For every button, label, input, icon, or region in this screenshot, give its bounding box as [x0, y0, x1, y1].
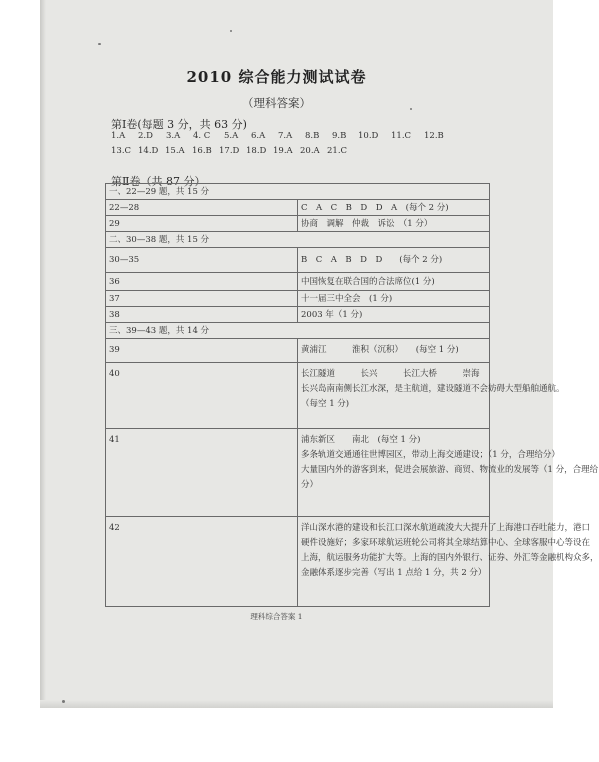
question-number: 37: [106, 291, 298, 307]
scan-speck: [62, 700, 65, 703]
table-row: [106, 323, 490, 339]
answer-item: 17.D: [219, 146, 240, 156]
scan-speck: [230, 30, 232, 32]
table-row: [106, 307, 490, 323]
answer-line: 洋山深水港的建设和长江口深水航道疏浚大大提升了上海港口吞吐能力，港口: [301, 523, 591, 533]
table-row: [106, 339, 490, 363]
table-row: [106, 273, 490, 291]
answer-item: 18.D: [246, 146, 267, 156]
answer-item: 6.A: [251, 131, 266, 141]
answer-line: 上海，航运服务功能扩大等。上海的国内外银行、证券、外汇等金融机构众多，: [301, 553, 599, 563]
table-row: [106, 517, 490, 607]
section-heading: 二、30—38 题，共 15 分: [106, 232, 490, 248]
answer-line: 大量国内外的游客到来，促进会展旅游、商贸、物流业的发展等（1 分，合理给: [301, 465, 599, 475]
answer-item: 2.D: [138, 131, 153, 141]
answer-item: 12.B: [424, 131, 444, 141]
answer-line: 长江隧道 长兴 长江大桥 崇海: [301, 369, 480, 379]
answer-cell: [298, 517, 599, 607]
scan-bottom-edge: [40, 700, 553, 708]
answer-item: 1.A: [111, 131, 126, 141]
question-number: 41: [106, 429, 298, 517]
answer-text: 中国恢复在联合国的合法席位(1 分): [298, 273, 490, 291]
answer-item: 4. C: [193, 131, 211, 141]
answer-line: 长兴岛南南侧长江水深，是主航道，建设隧道不会妨碍大型船舶通航。: [301, 384, 565, 394]
answer-line: 金融体系逐步完善（写出 1 点给 1 分，共 2 分）: [301, 568, 487, 578]
answer-line: 浦东新区 南北 (每空 1 分): [301, 435, 421, 445]
page-footer: 理科综合答案 1: [250, 612, 303, 621]
question-number: 36: [106, 273, 298, 291]
answer-item: 5.A: [224, 131, 239, 141]
answer-line: 硬件设施好；多家环球航运班轮公司将其全球结算中心、全球客服中心等设在: [301, 538, 591, 548]
answer-text: C A C B D D A (每个 2 分): [298, 200, 490, 216]
answer-item: 9.B: [332, 131, 347, 141]
answer-item: 13.C: [111, 146, 132, 156]
answer-cell: [298, 339, 490, 363]
question-number: 30—35: [106, 248, 298, 273]
question-number: 39: [106, 339, 298, 363]
table-row: [106, 216, 490, 232]
section-heading: 一、22—29 题，共 15 分: [106, 184, 490, 200]
answer-text: B C A B D D (每个 2 分): [298, 248, 490, 273]
answer-item: 7.A: [278, 131, 293, 141]
question-number: 22—28: [106, 200, 298, 216]
section-heading: 三、39—43 题，共 14 分: [106, 323, 490, 339]
answer-text: 十一届三中全会 (1 分): [298, 291, 490, 307]
question-number: 29: [106, 216, 298, 232]
table-row: [106, 200, 490, 216]
question-number: 40: [106, 363, 298, 429]
answers-row-2: [111, 146, 347, 156]
table-row: [106, 184, 490, 200]
answer-cell: [298, 429, 599, 517]
table-row: [106, 232, 490, 248]
answer-line: 分）: [301, 480, 319, 490]
answer-text: 协商 调解 仲裁 诉讼 （1 分）: [298, 216, 490, 232]
answer-item: 19.A: [273, 146, 293, 156]
scan-speck: [98, 43, 101, 45]
answer-item: 11.C: [391, 131, 412, 141]
answer-cell: [298, 363, 565, 429]
answer-item: 8.B: [305, 131, 320, 141]
answer-item: 15.A: [165, 146, 185, 156]
answer-key-table: [105, 183, 599, 607]
answer-item: 14.D: [138, 146, 159, 156]
question-number: 42: [106, 517, 298, 607]
table-row: [106, 363, 490, 429]
answer-line: 黄浦江 淮积（沉积） (每空 1 分): [301, 345, 459, 355]
page-subtitle: （理科答案）: [242, 96, 311, 110]
answer-line: （每空 1 分): [301, 399, 350, 409]
question-number: 38: [106, 307, 298, 323]
answer-item: 10.D: [358, 131, 379, 141]
answer-item: 20.A: [300, 146, 320, 156]
table-row: [106, 248, 490, 273]
answer-item: 16.B: [192, 146, 212, 156]
answer-line: 多条轨道交通通往世博园区，带动上海交通建设；（1 分，合理给分）: [301, 450, 560, 460]
page-title: 2010 综合能力测试试卷: [186, 68, 367, 86]
table-row: [106, 429, 490, 517]
answer-item: 21.C: [327, 146, 348, 156]
table-row: [106, 291, 490, 307]
answer-item: 3.A: [166, 131, 181, 141]
part1-heading: 第Ⅰ卷(每题 3 分，共 63 分): [111, 118, 247, 131]
answers-row-1: [111, 131, 444, 141]
answer-text: 2003 年（1 分): [298, 307, 490, 323]
part2-heading: 第Ⅱ卷（共 87 分）: [111, 175, 206, 188]
